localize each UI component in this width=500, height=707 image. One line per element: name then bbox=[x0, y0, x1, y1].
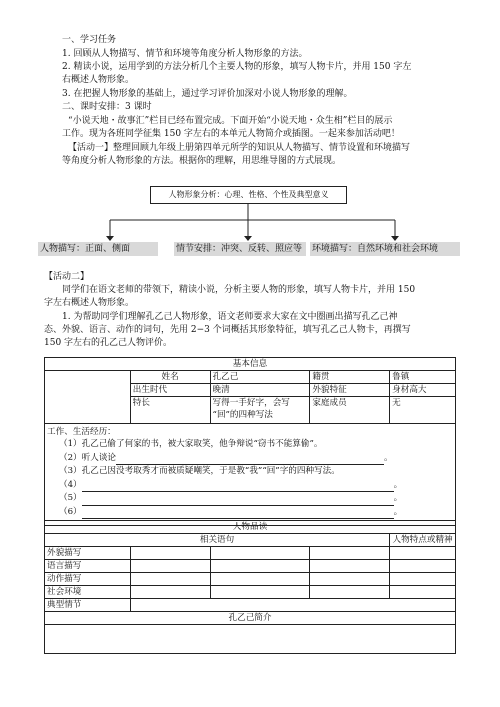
mindmap-center-box: 人物形象分析：心理、性格、个性及典型意义 bbox=[150, 186, 347, 204]
intro-title: 孔乙己简介 bbox=[45, 612, 456, 625]
task-item-3: 3. 在把握人物形象的基础上，通过学习评价加深对小说人物形象的理解。 bbox=[62, 89, 353, 99]
intro-line-1: “小说天地・故事汇”栏目已经布置完成。下面开始“小说天地・众生相”栏目的展示 bbox=[68, 116, 393, 126]
task-heading: 一、学习任务 bbox=[62, 35, 117, 45]
family-value: 无 bbox=[390, 397, 456, 424]
skill-label: 特长 bbox=[130, 397, 210, 424]
activity2-line-5: 150 字左右的孔乙己人物评价。 bbox=[44, 338, 173, 348]
cell-action[interactable] bbox=[130, 573, 210, 586]
row-language: 语言描写 bbox=[45, 560, 131, 573]
skill-value-2: “回”的四种写法 bbox=[212, 410, 273, 420]
family-label: 家庭成员 bbox=[310, 397, 390, 424]
experience-title: 工作、生活经历： bbox=[47, 427, 116, 437]
era-label: 出生时代 bbox=[130, 384, 210, 397]
experience-5: （5） bbox=[59, 493, 82, 503]
activity2-line-2: 字左右概述人物形象。 bbox=[44, 298, 135, 308]
era-value: 晚清 bbox=[210, 384, 310, 397]
reading-table bbox=[44, 520, 456, 654]
row-typical-plot: 典型情节 bbox=[45, 599, 131, 612]
task-item-1: 1. 回顾从人物描写、情节和环境等角度分析人物形象的方法。 bbox=[62, 49, 308, 59]
experience-2-blank[interactable] bbox=[116, 455, 384, 465]
origin-value: 鲁镇 bbox=[390, 371, 456, 384]
activity2-line-1: 同学们在语文老师的带领下，精读小说，分析主要人物的形象，填写人物卡片，并用 150 bbox=[62, 285, 416, 295]
name-label: 姓名 bbox=[130, 371, 210, 384]
origin-label: 籍贯 bbox=[310, 371, 390, 384]
experience-2: （2）听人谈论 bbox=[59, 452, 117, 463]
activity2-line-3: 1. 为帮助同学们理解孔乙己人物形象，语文老师要求大家在文中圈画出描写孔乙己神 bbox=[62, 312, 398, 322]
basic-info-title: 基本信息 bbox=[45, 358, 456, 371]
task-item-2: 2. 精读小说，运用学到的方法分析几个主要人物的形象，填写人物卡片，并用 150 字左 bbox=[62, 62, 412, 72]
experience-6: （6） bbox=[59, 506, 82, 517]
experience-4-blank[interactable] bbox=[82, 482, 394, 492]
experience-1: （1）孔乙己偷了何家的书，被大家取笑，他争辩说“窃书不能算偷”。 bbox=[59, 439, 323, 449]
related-header: 相关语句 bbox=[45, 534, 390, 547]
cell-society[interactable] bbox=[130, 586, 210, 599]
activity1-line-1: 【活动一】整理回顾九年级上册第四单元所学的知识从人物描写、情节设置和环境描写 bbox=[68, 143, 411, 153]
trait-header: 人物特点或精神 bbox=[390, 534, 456, 547]
branch-environment: 环境描写：自然环境和社会环境 bbox=[310, 242, 460, 256]
task-item-2-cont: 右概述人物形象。 bbox=[62, 75, 135, 85]
branch-plot: 情节安排：冲突、反转、照应等 bbox=[174, 242, 306, 256]
experience-4: （4） bbox=[59, 479, 82, 490]
branch-character: 人物描写：正面、侧面 bbox=[38, 242, 158, 256]
activity2-line-4: 态、外貌、语言、动作的词句，先用 2−3 个词概括其形象特征，填写孔乙己人物卡，再撰写 bbox=[44, 325, 411, 335]
row-appearance: 外貌描写 bbox=[45, 547, 131, 560]
intro-line-2: 工作。现为各班同学征集 150 字左右的本单元人物简介或插图。一起来参加活动吧！ bbox=[62, 129, 400, 139]
cell-typical-plot[interactable] bbox=[130, 599, 455, 612]
activity2-title: 【活动二】 bbox=[44, 272, 90, 282]
activity1-line-2: 等角度分析人物形象的方法。根据你的理解，用思维导图的方式展现。 bbox=[62, 156, 342, 166]
reading-title: 人物品读 bbox=[45, 521, 456, 534]
cell-appearance[interactable] bbox=[130, 547, 210, 560]
skill-value-1: 写得一手好字，会写 bbox=[212, 398, 290, 408]
schedule-line: 二、课时安排：3 课时 bbox=[62, 102, 152, 112]
experience-3: （3）孔乙己因没考取秀才而被质疑嘲笑，于是教“我”“回”字的四种写法。 bbox=[59, 466, 340, 476]
look-label: 外貌特征 bbox=[310, 384, 390, 397]
character-card: 基本信息 姓名 孔乙己 籍贯 鲁镇 出生时代 晚清 外貌特征 身材高大 特长 写得一手好字，会写 “回”的四种写法 家庭成员 无 工作、生活经历： （1）孔乙己偷了何家的书，被大家取笑，他争辩说“窃书不能算偷”。 （2）听人谈论 。 （3）孔乙己因没考取秀才而被质疑嘲笑，于是教“我”“回”字的四种写法。 （4） 。 （5） 。 （6） 。 bbox=[44, 357, 456, 526]
row-society: 社会环境 bbox=[45, 586, 131, 599]
row-action: 动作描写 bbox=[45, 573, 131, 586]
look-value: 身材高大 bbox=[390, 384, 456, 397]
experience-6-blank[interactable] bbox=[82, 509, 394, 519]
name-value: 孔乙己 bbox=[210, 371, 310, 384]
cell-language[interactable] bbox=[130, 560, 210, 573]
intro-writing-area[interactable] bbox=[45, 625, 456, 654]
experience-5-blank[interactable] bbox=[82, 496, 394, 506]
